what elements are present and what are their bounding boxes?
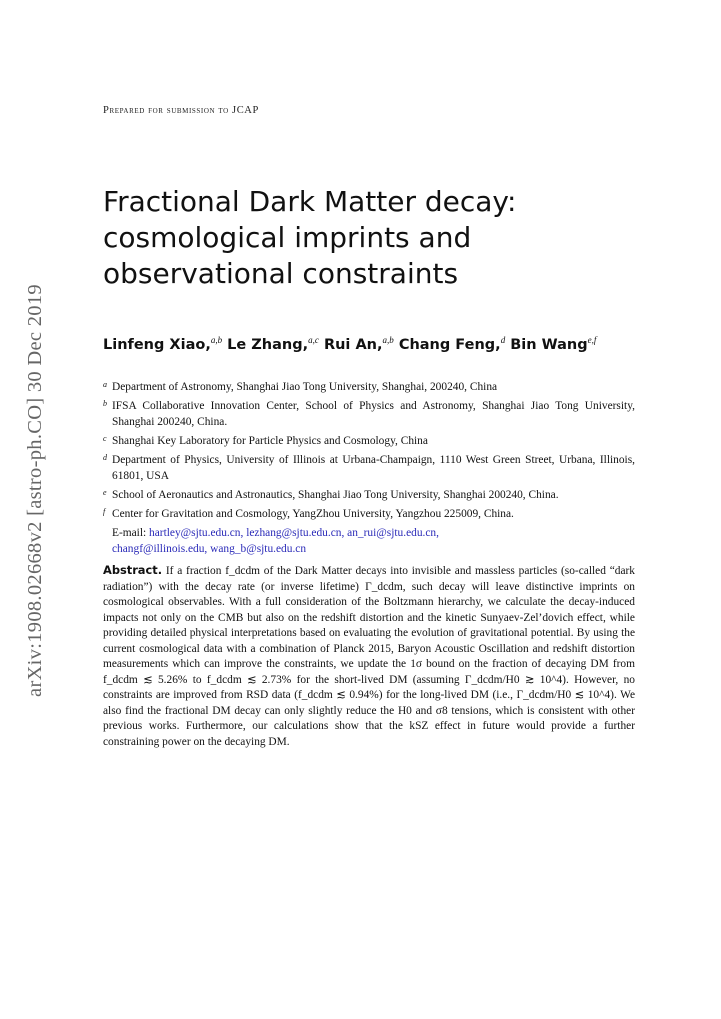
paper-title: Fractional Dark Matter decay: cosmological imprints and observational constraints — [103, 185, 517, 290]
author: Bin Wang$^{e,f}$ — [510, 335, 597, 353]
email-link[interactable]: changf@illinois.edu, — [112, 542, 208, 555]
email-link[interactable]: wang_b@sjtu.edu.cn — [210, 542, 307, 555]
email-block — [103, 526, 635, 557]
email-label: E-mail: — [112, 527, 147, 540]
affiliation: e School of Aeronautics and Astronautics, Shanghai Jiao Tong University, Shanghai 200240, China. — [103, 487, 559, 501]
author: Chang Feng,$^d$ — [398, 335, 506, 353]
arxiv-stamp-text: arXiv:1908.02668v2 [astro-ph.CO] 30 Dec 2019 — [23, 283, 46, 697]
affiliation: f Center for Gravitation and Cosmology, YangZhou University, Yangzhou 225009, China. — [103, 507, 514, 521]
affiliation: b IFSA Collaborative Innovation Center, School of Physics and Astronomy, Shanghai Jiao Tong University, Shanghai 200240, China. — [103, 399, 635, 428]
affiliation: a Department of Astronomy, Shanghai Jiao Tong University, Shanghai, 200240, China — [103, 380, 498, 393]
affiliation-list — [103, 380, 635, 558]
author: Rui An,$^{a,b}$ — [323, 335, 394, 353]
author-list — [103, 330, 633, 355]
journal-note: Prepared for submission to JCAP — [103, 105, 259, 116]
affiliation: c Shanghai Key Laboratory for Particle Physics and Cosmology, China — [103, 433, 428, 447]
arxiv-stamp — [10, 283, 60, 697]
email-link[interactable]: hartley@sjtu.edu.cn, — [149, 527, 244, 540]
abstract-text: If a fraction f_dcdm of the Dark Matter decays into invisible and massless particles (so-called “dark radiation”) with the decay rate (or inverse lifetime) Γ_dcdm, such decay will leave distinctive imprints on cosmological observables. With a full consideration of the Boltzmann hierarchy, we calculate the decay-induced impacts not only on the CMB but also on the redshift distortion and the kinetic Sunyaev-Zel’dovich effect, while providing detailed physical interpretations based on evaluating the evolution of gravitational potential. By using the current cosmological data with a combination of Planck 2015, Baryon Acoustic Oscillation and redshift distortion measurements which can improve the constraints, we update the 1σ bound on the fraction of decaying DM from f_dcdm ≲ 5.26% to f_dcdm ≲ 2.73% for the short-lived DM (assuming Γ_dcdm/H0 ≳ 10^4). However, no constraints are improved from RSD data (f_dcdm ≲ 0.94%) for the long-lived DM (i.e., Γ_dcdm/H0 ≲ 10^4). We also find the fractional DM decay can only slightly reduce the H0 and σ8 tensions, which is consistent with other previous works. Furthermore, our calculations show that the kSZ effect in future would provide a further constraining power on the decaying DM. — [103, 565, 635, 749]
email-link[interactable]: an_rui@sjtu.edu.cn, — [347, 527, 439, 540]
author: Le Zhang,$^{a,c}$ — [227, 335, 319, 353]
author: Linfeng Xiao,$^{a,b}$ — [103, 335, 223, 353]
abstract — [103, 563, 635, 751]
affiliation: d Department of Physics, University of Illinois at Urbana-Champaign, 1110 West Green Street, Urbana, Illinois, 61801, USA — [103, 453, 635, 482]
abstract-heading: Abstract. — [103, 563, 163, 577]
email-link[interactable]: lezhang@sjtu.edu.cn, — [246, 527, 345, 540]
